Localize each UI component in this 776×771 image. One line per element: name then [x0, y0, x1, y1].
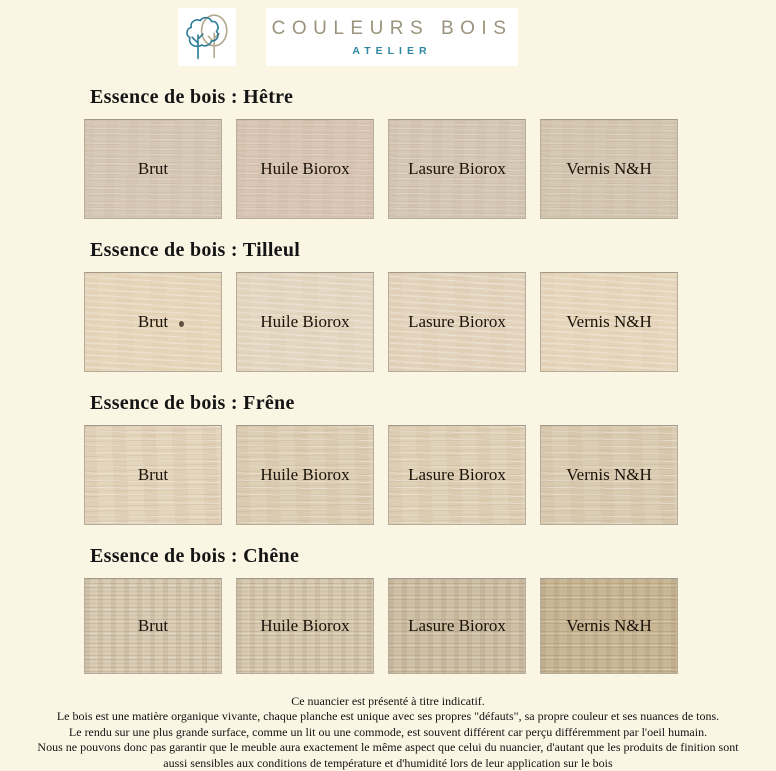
swatch-row-chene — [84, 578, 776, 674]
section-title-tilleul: Essence de bois : Tilleul — [90, 239, 301, 261]
swatch-label: Vernis N&H — [566, 616, 652, 635]
header — [0, 0, 776, 66]
section-title-hetre: Essence de bois : Hêtre — [90, 86, 294, 108]
swatch-row-hetre — [84, 119, 776, 219]
swatch-frene-vernis-nh — [540, 425, 678, 525]
section-chene — [0, 545, 776, 674]
swatch-tilleul-huile-biorox — [236, 272, 374, 372]
swatch-frene-lasure-biorox — [388, 425, 526, 525]
brand-name: COULEURS BOIS — [271, 17, 513, 39]
swatch-label: Huile Biorox — [260, 159, 350, 178]
swatch-label: Vernis N&H — [566, 465, 652, 484]
section-title-chene: Essence de bois : Chêne — [90, 545, 300, 567]
swatch-tilleul-vernis-nh — [540, 272, 678, 372]
brand-subtitle: ATELIER — [352, 44, 432, 57]
disclaimer-line: Nous ne pouvons donc pas garantir que le meuble aura exactement le même aspect que celui du nuancier, d'autant que les produits de finition sont — [37, 740, 739, 755]
brand-wordmark — [266, 8, 518, 66]
disclaimer-line: aussi sensibles aux conditions de température et d'humidité lors de leur application sur le bois — [163, 755, 613, 770]
swatch-hetre-vernis-nh — [540, 119, 678, 219]
swatch-frene-huile-biorox — [236, 425, 374, 525]
logo — [178, 8, 236, 66]
swatch-label: Lasure Biorox — [408, 312, 506, 331]
section-title-frene: Essence de bois : Frêne — [90, 392, 295, 414]
swatch-label: Lasure Biorox — [408, 159, 506, 178]
swatch-chene-vernis-nh — [540, 578, 678, 674]
section-tilleul — [0, 239, 776, 372]
swatch-label: Huile Biorox — [260, 312, 350, 331]
section-hetre — [0, 86, 776, 219]
swatch-label: Vernis N&H — [566, 159, 652, 178]
swatch-label: Brut — [137, 616, 169, 635]
section-frene — [0, 392, 776, 525]
swatch-row-tilleul — [84, 272, 776, 372]
swatch-chene-huile-biorox — [236, 578, 374, 674]
disclaimer-text — [0, 694, 776, 771]
disclaimer-line: Le rendu sur une plus grande surface, comme un lit ou une commode, est souvent différent car perçu différemment par l'oeil humain. — [68, 724, 708, 739]
swatch-label: Brut — [137, 159, 169, 178]
disclaimer-line: Ce nuancier est présenté à titre indicatif. — [291, 694, 485, 708]
swatch-hetre-brut — [84, 119, 222, 219]
swatch-frene-brut — [84, 425, 222, 525]
swatch-label: Lasure Biorox — [408, 616, 506, 635]
swatch-tilleul-brut — [84, 272, 222, 372]
swatch-tilleul-lasure-biorox — [388, 272, 526, 372]
swatch-label: Vernis N&H — [566, 312, 652, 331]
swatch-label: Brut — [137, 312, 169, 331]
swatch-chene-lasure-biorox — [388, 578, 526, 674]
two-trees-icon — [180, 8, 234, 67]
swatch-label: Brut — [137, 465, 169, 484]
swatch-row-frene — [84, 425, 776, 525]
swatch-hetre-lasure-biorox — [388, 119, 526, 219]
swatch-hetre-huile-biorox — [236, 119, 374, 219]
swatch-chene-brut — [84, 578, 222, 674]
swatch-label: Huile Biorox — [260, 465, 350, 484]
swatch-label: Lasure Biorox — [408, 465, 506, 484]
disclaimer-line: Le bois est une matière organique vivante, chaque planche est unique avec ses propres "défauts", sa propre couleur et ses nuances de tons. — [56, 709, 720, 724]
swatch-label: Huile Biorox — [260, 616, 350, 635]
